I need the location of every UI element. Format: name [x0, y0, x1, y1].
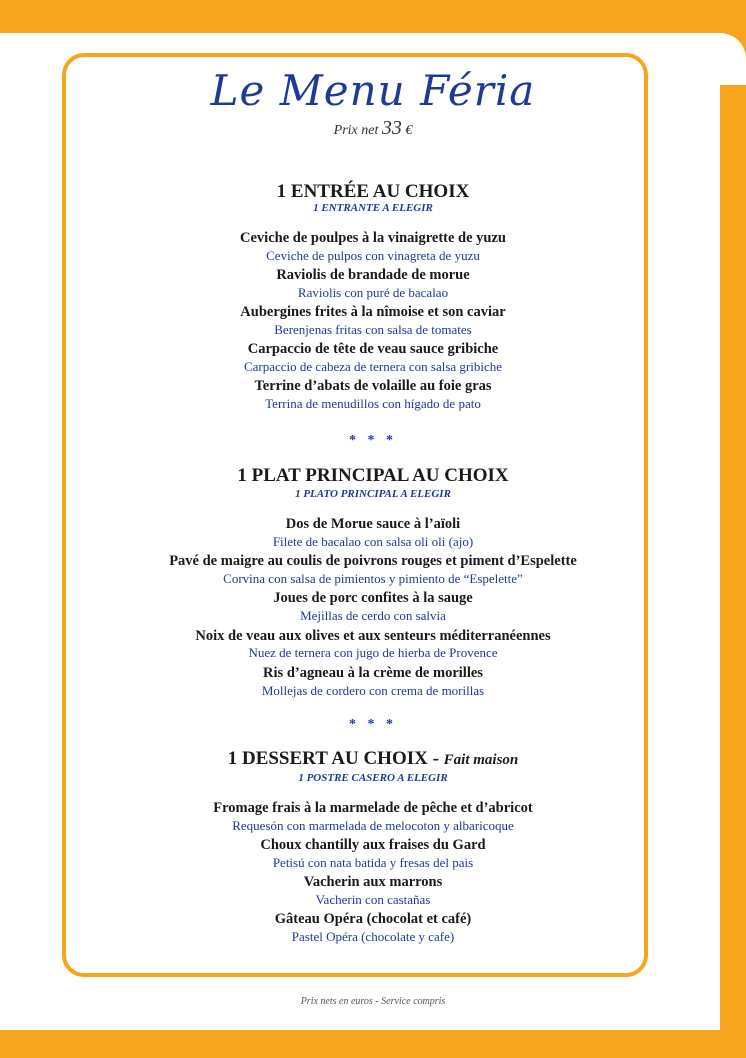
section-separator: * * *: [349, 717, 397, 732]
dish-es: Mollejas de cordero con crema de morillas: [261, 683, 485, 698]
price-currency: €: [401, 123, 413, 138]
section-separator: * * *: [349, 433, 397, 448]
menu-price: [0, 117, 746, 140]
dish-fr: Aubergines frites à la nîmoise et son caviar: [240, 304, 506, 320]
footer-note: Prix nets en euros - Service compris: [300, 996, 446, 1007]
dish-es: Vacherin con castañas: [315, 892, 431, 907]
price-label: Prix net: [333, 123, 382, 138]
section-subtitle-entree: 1 ENTRANTE A ELEGIR: [313, 202, 433, 214]
section-title-dessert-text: 1 DESSERT AU CHOIX -: [227, 748, 444, 769]
dish-es: Ceviche de pulpos con vinagreta de yuzu: [266, 248, 480, 263]
section-title-dessert-note: Fait maison: [443, 752, 519, 768]
dish-es: Pastel Opéra (chocolate y cafe): [291, 929, 455, 944]
section-title-dessert: [0, 748, 746, 770]
dish-es: Terrina de menudillos con hígado de pato: [265, 396, 481, 411]
section-subtitle-dessert: 1 POSTRE CASERO A ELEGIR: [298, 772, 448, 784]
menu-title: Le Menu Féria: [210, 66, 536, 115]
dish-fr: Carpaccio de tête de veau sauce gribiche: [247, 341, 499, 357]
dish-es: Mejillas de cerdo con salvia: [300, 608, 446, 623]
dish-fr: Raviolis de brandade de morue: [276, 267, 470, 283]
dish-es: Petisú con nata batida y fresas del pais: [272, 855, 474, 870]
dish-fr: Dos de Morue sauce à l’aïoli: [285, 516, 461, 532]
dish-fr: Choux chantilly aux fraises du Gard: [260, 837, 486, 853]
section-title-plat: 1 PLAT PRINCIPAL AU CHOIX: [237, 465, 509, 486]
dish-es: Filete de bacalao con salsa oli oli (ajo): [272, 534, 474, 549]
dish-es: Requesón con marmelada de melocoton y albaricoque: [232, 818, 514, 833]
orange-frame-bottom: [0, 1030, 746, 1058]
orange-frame-corner: [694, 33, 720, 59]
dish-fr: Ris d’agneau à la crème de morilles: [263, 665, 483, 681]
dish-fr: Vacherin aux marrons: [303, 874, 443, 890]
dish-fr: Ceviche de poulpes à la vinaigrette de yuzu: [240, 230, 506, 246]
dish-fr: Gâteau Opéra (chocolat et café): [274, 911, 472, 927]
dish-es: Corvina con salsa de pimientos y pimiento de “Espelette”: [223, 571, 523, 586]
dish-es: Nuez de ternera con jugo de hierba de Provence: [248, 645, 498, 660]
dish-fr: Joues de porc confites à la sauge: [273, 590, 473, 606]
orange-frame-top: [0, 0, 746, 33]
dish-fr: Pavé de maigre au coulis de poivrons rouges et piment d’Espelette: [169, 553, 577, 569]
section-title-entree: 1 ENTRÉE AU CHOIX: [276, 181, 470, 202]
dish-es: Carpaccio de cabeza de ternera con salsa gribiche: [243, 359, 503, 374]
price-value: 33: [381, 117, 402, 139]
dish-es: Berenjenas fritas con salsa de tomates: [274, 322, 472, 337]
dish-fr: Noix de veau aux olives et aux senteurs méditerranéennes: [195, 628, 551, 644]
dish-fr: Terrine d’abats de volaille au foie gras: [254, 378, 492, 394]
section-subtitle-plat: 1 PLATO PRINCIPAL A ELEGIR: [295, 488, 451, 500]
dish-fr: Fromage frais à la marmelade de pêche et d’abricot: [213, 800, 533, 816]
dish-es: Raviolis con puré de bacalao: [297, 285, 449, 300]
